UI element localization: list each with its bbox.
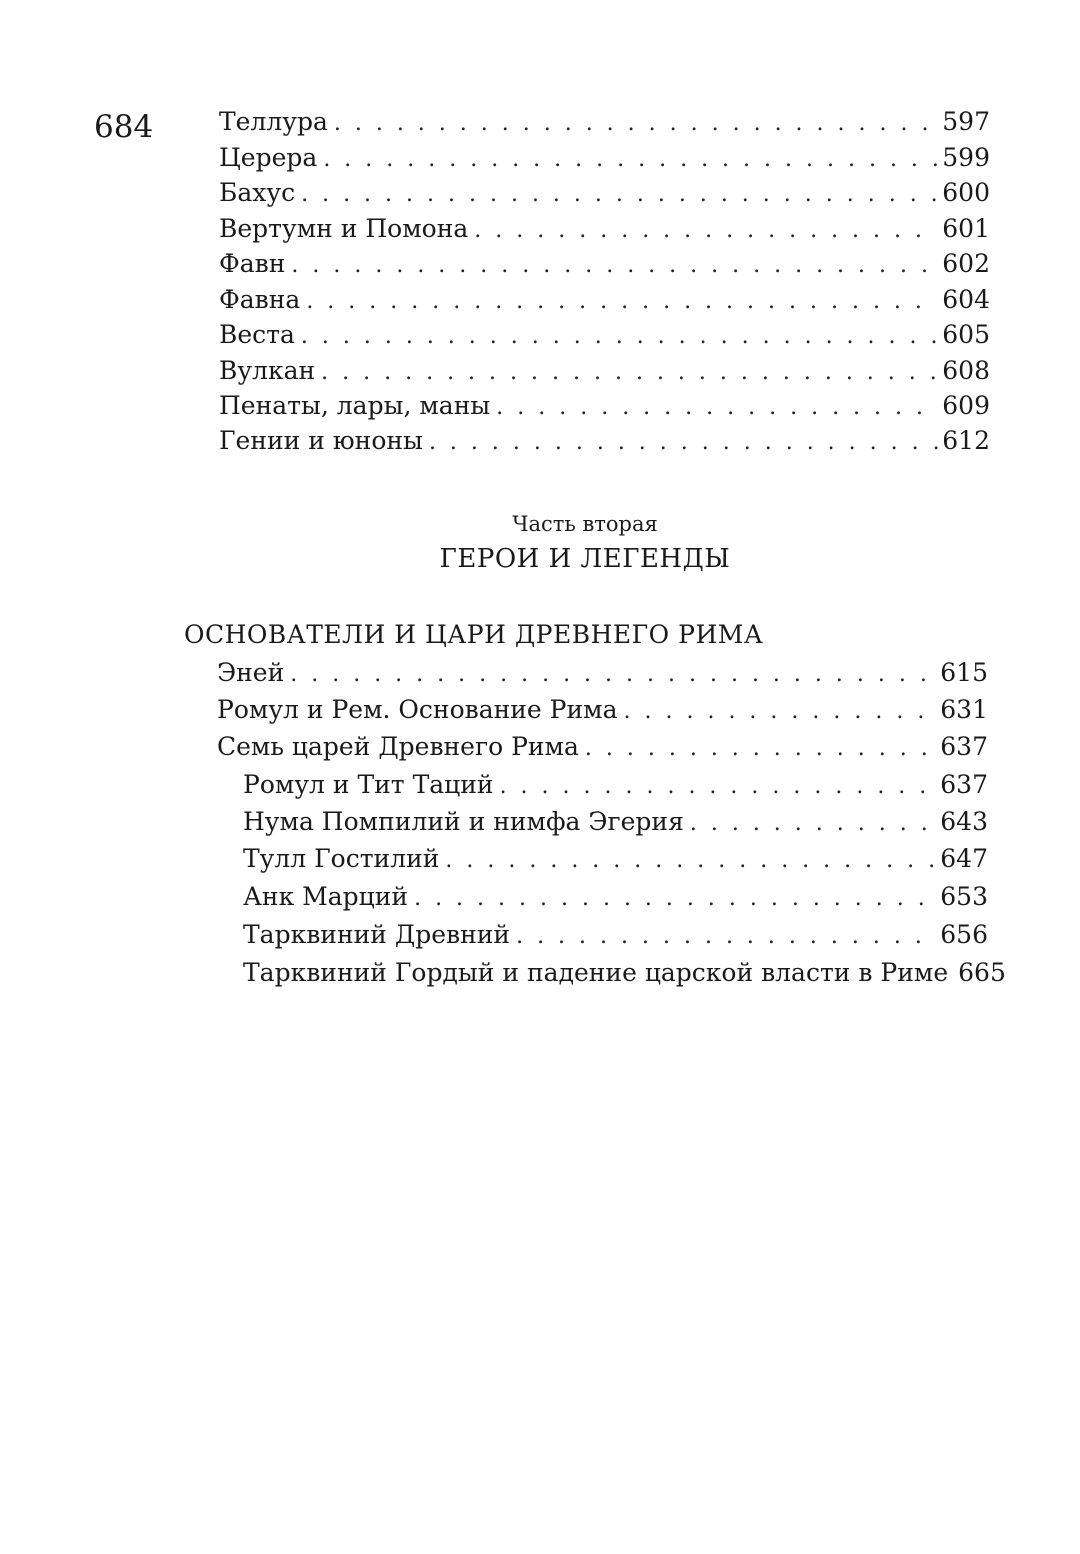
toc-entry: [219, 104, 990, 140]
toc-entry: [219, 175, 990, 211]
toc-entry-page: 637: [940, 732, 988, 761]
toc-entry: [219, 317, 990, 353]
dot-leader: [690, 806, 936, 842]
toc-entry-title: Вулкан: [219, 356, 316, 385]
toc-entry-title: Тарквиний Древний: [243, 920, 511, 949]
toc-entry-page: 601: [942, 214, 990, 243]
toc-entry-title: Теллура: [219, 107, 328, 136]
dot-leader: [290, 657, 936, 693]
toc-entry-page: 602: [942, 249, 990, 278]
dot-leader: [585, 731, 936, 767]
toc-entry-page: 608: [942, 356, 990, 385]
toc-entry-title: Бахус: [219, 178, 296, 207]
toc-subentry: [243, 767, 988, 803]
section-heading: ОСНОВАТЕЛИ И ЦАРИ ДРЕВНЕГО РИМА: [184, 620, 764, 649]
toc-entry-title: Веста: [219, 320, 295, 349]
toc-entry-page: 665: [958, 958, 1006, 987]
toc-entry-title: Эней: [217, 658, 285, 687]
dot-leader: [429, 425, 938, 461]
toc-entry-title: Нума Помпилий и нимфа Эгерия: [243, 807, 684, 836]
toc-entry-page: 656: [940, 920, 988, 949]
part-label: Часть вторая: [512, 512, 658, 536]
toc-entry-page: 631: [940, 695, 988, 724]
dot-leader: [500, 769, 937, 805]
toc-entry-page: 609: [942, 391, 990, 420]
dot-leader: [516, 919, 936, 955]
toc-entry-page: 612: [942, 426, 990, 455]
toc-entry-title: Анк Марций: [243, 882, 409, 911]
dot-leader: [445, 843, 936, 879]
dot-leader: [291, 248, 938, 284]
toc-subentry: [243, 879, 988, 915]
toc-entry-title: Церера: [219, 143, 318, 172]
toc-entry-title: Вертумн и Помона: [219, 214, 469, 243]
toc-entry-title: Гении и юноны: [219, 426, 423, 455]
toc-subentry: [243, 955, 1006, 991]
dot-leader: [323, 142, 938, 178]
dot-leader: [301, 319, 938, 355]
part-title: ГЕРОИ И ЛЕГЕНДЫ: [439, 544, 731, 574]
dot-leader: [474, 213, 938, 249]
dot-leader: [414, 881, 936, 917]
toc-entry-page: 597: [942, 107, 990, 136]
toc-entry-page: 600: [942, 178, 990, 207]
toc-entry-title: Пенаты, лары, маны: [219, 391, 491, 420]
toc-entry-title: Тулл Гостилий: [243, 844, 440, 873]
toc-entry-title: Тарквиний Гордый и падение царской власти в Риме: [243, 958, 949, 987]
toc-entry-page: 643: [940, 807, 988, 836]
toc-subentry: [243, 804, 988, 840]
dot-leader: [496, 390, 938, 426]
toc-entry: [219, 211, 990, 247]
toc-entry-title: Семь царей Древнего Рима: [217, 732, 579, 761]
toc-entry: [219, 388, 990, 424]
toc-entry: [219, 246, 990, 282]
dot-leader: [624, 694, 937, 730]
toc-entry-page: 647: [940, 844, 988, 873]
toc-entry-page: 599: [942, 143, 990, 172]
toc-entry: [219, 353, 990, 389]
toc-entry-page: 653: [940, 882, 988, 911]
dot-leader: [321, 355, 938, 391]
toc-entry-title: Ромул и Рем. Основание Рима: [217, 695, 618, 724]
toc-entry: [219, 423, 990, 459]
toc-entry: [217, 729, 988, 765]
toc-entry: [217, 692, 988, 728]
toc-entry: [219, 282, 990, 318]
toc-entry-title: Фавна: [219, 285, 301, 314]
toc-entry-page: 637: [940, 770, 988, 799]
toc-entry: [219, 140, 990, 176]
toc-subentry: [243, 841, 988, 877]
toc-entry-title: Ромул и Тит Таций: [243, 770, 494, 799]
dot-leader: [301, 177, 938, 213]
toc-entry-title: Фавн: [219, 249, 286, 278]
toc-entry-page: 604: [942, 285, 990, 314]
toc-subentry: [243, 917, 988, 953]
dot-leader: [334, 106, 938, 142]
toc-entry-page: 615: [940, 658, 988, 687]
page-number: 684: [94, 109, 154, 145]
toc-entry-page: 605: [942, 320, 990, 349]
toc-entry: [217, 655, 988, 691]
dot-leader: [306, 284, 938, 320]
